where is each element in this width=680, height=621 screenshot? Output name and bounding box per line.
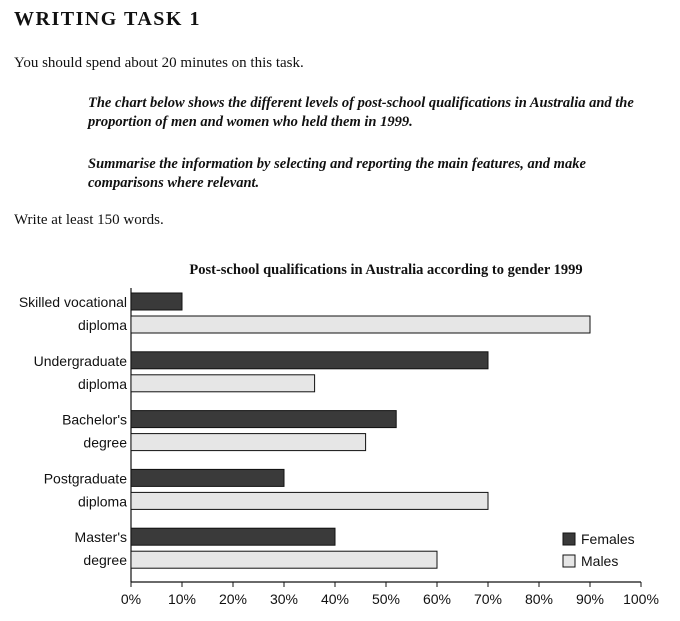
bar-males-3: [131, 492, 488, 509]
legend-swatch-males: [563, 555, 575, 567]
x-tick-label: 20%: [218, 591, 248, 607]
bar-females-0: [131, 293, 182, 310]
legend-label-females: Females: [581, 531, 635, 547]
x-tick-label: 90%: [575, 591, 605, 607]
category-label: Undergraduate: [33, 352, 127, 369]
category-label: degree: [83, 434, 127, 451]
task-title: WRITING TASK 1: [14, 8, 201, 30]
category-label: Postgraduate: [43, 470, 127, 487]
task-prompt-instructions: Summarise the information by selecting and reporting the main features, and make comparisons where relevant.: [88, 156, 586, 191]
category-label: Master's: [74, 529, 127, 546]
x-tick-label: 80%: [524, 591, 554, 607]
category-label: diploma: [77, 375, 127, 392]
word-count-requirement: Write at least 150 words.: [14, 212, 164, 228]
x-tick-label: 0%: [120, 591, 142, 607]
x-tick-label: 100%: [623, 591, 659, 607]
task-prompt-chart-description: The chart below shows the different levels of post-school qualifications in Australia and the proportion of men and women who held them in 1999.: [88, 95, 634, 130]
bar-females-2: [131, 411, 396, 428]
bar-males-2: [131, 434, 366, 451]
task-intro: You should spend about 20 minutes on this task.: [14, 55, 304, 71]
bar-males-0: [131, 316, 590, 333]
legend-label-males: Males: [581, 553, 619, 569]
category-label: diploma: [77, 493, 127, 510]
bar-females-1: [131, 352, 488, 369]
x-tick-label: 60%: [422, 591, 452, 607]
x-tick-label: 40%: [320, 591, 350, 607]
bar-females-3: [131, 469, 284, 486]
chart-title: Post-school qualifications in Australia according to gender 1999: [189, 262, 583, 278]
category-label: Skilled vocational: [18, 294, 127, 310]
x-tick-label: 10%: [167, 591, 197, 607]
x-tick-label: 50%: [371, 591, 401, 607]
legend-swatch-females: [563, 533, 575, 545]
category-label: degree: [83, 552, 127, 569]
bar-females-4: [131, 528, 335, 545]
category-label: Bachelor's: [62, 411, 127, 428]
category-label: diploma: [77, 317, 127, 333]
x-tick-label: 70%: [473, 591, 503, 607]
x-tick-label: 30%: [269, 591, 299, 607]
bar-males-4: [131, 551, 437, 568]
bar-males-1: [131, 375, 315, 392]
